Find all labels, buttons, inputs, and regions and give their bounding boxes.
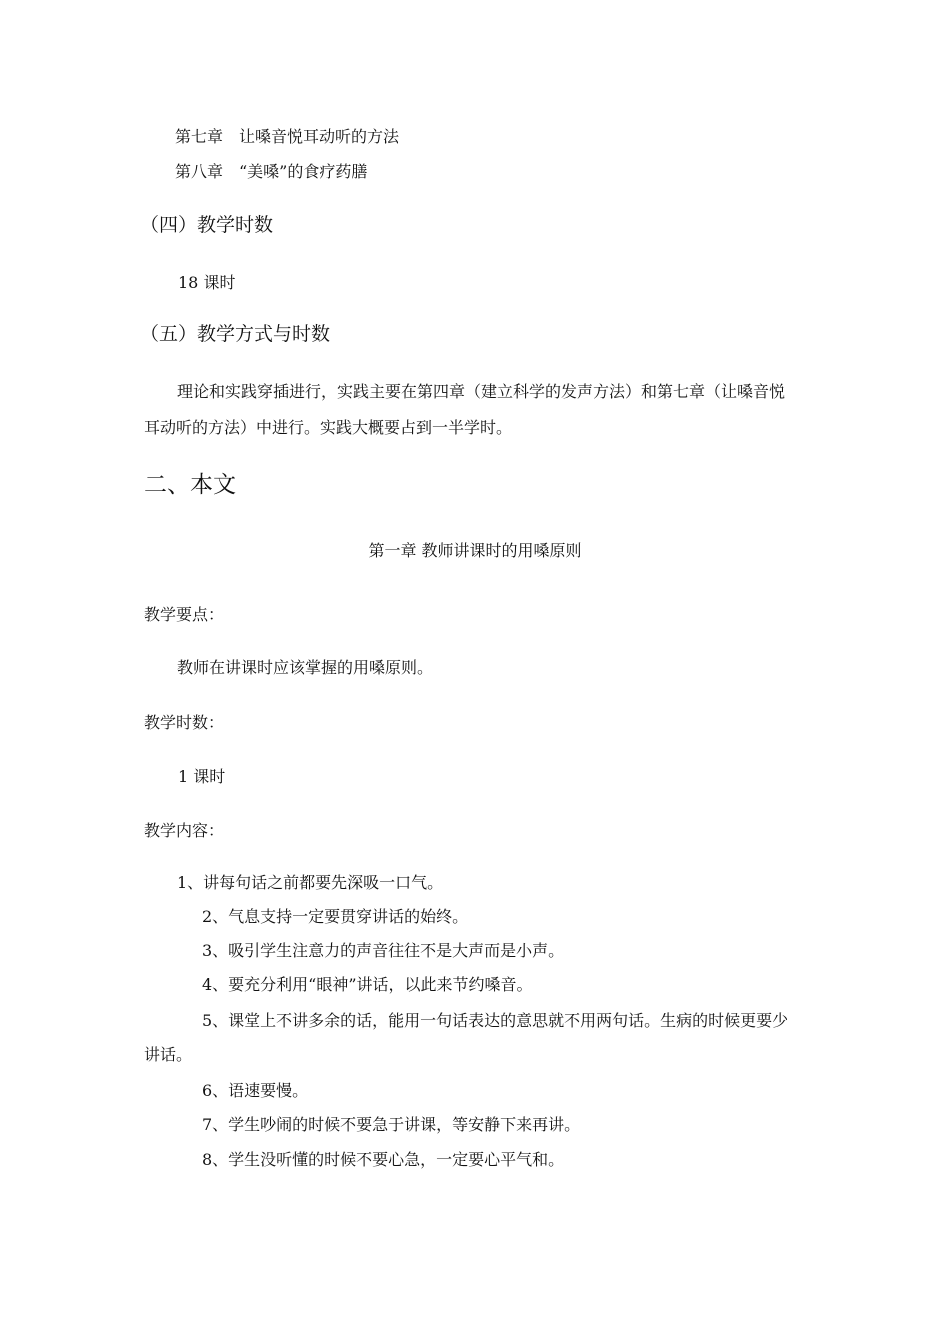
section-5-line-2: 耳动听的方法）中进行。实践大概要占到一半学时。 — [144, 418, 513, 437]
section-5-line-1: 理论和实践穿插进行，实践主要在第四章（建立科学的发声方法）和第七章（让嗓音悦 — [177, 382, 786, 401]
list-item: 6、语速要慢。 — [202, 1081, 309, 1100]
list-item: 5、课堂上不讲多余的话，能用一句话表达的意思就不用两句话。生病的时候更要少 — [202, 1011, 789, 1030]
teaching-content-label: 教学内容： — [144, 821, 225, 840]
teaching-hours-label: 教学时数： — [144, 713, 225, 732]
toc-chapter-8: 第八章 “美嗓”的食疗药膳 — [175, 162, 368, 181]
teaching-hours-body: 1 课时 — [178, 767, 226, 786]
list-item-continuation: 讲话。 — [144, 1045, 193, 1064]
list-item: 1、讲每句话之前都要先深吸一口气。 — [177, 873, 444, 892]
list-item: 8、学生没听懂的时候不要心急，一定要心平气和。 — [202, 1150, 565, 1169]
list-item: 7、学生吵闹的时候不要急于讲课，等安静下来再讲。 — [202, 1115, 581, 1134]
section-4-heading: （四）教学时数 — [140, 214, 274, 236]
list-item: 2、气息支持一定要贯穿讲话的始终。 — [202, 907, 469, 926]
list-item: 4、要充分利用“眼神”讲话，以此来节约嗓音。 — [202, 975, 533, 994]
section-5-heading: （五）教学方式与时数 — [140, 323, 331, 345]
section-4-body: 18 课时 — [178, 273, 236, 292]
part-2-heading: 二、本文 — [144, 472, 236, 498]
chapter-1-title: 第一章 教师讲课时的用嗓原则 — [368, 541, 582, 560]
list-item: 3、吸引学生注意力的声音往往不是大声而是小声。 — [202, 941, 565, 960]
teaching-points-body: 教师在讲课时应该掌握的用嗓原则。 — [177, 658, 434, 677]
teaching-points-label: 教学要点： — [144, 605, 225, 624]
toc-chapter-7: 第七章 让嗓音悦耳动听的方法 — [175, 127, 400, 146]
